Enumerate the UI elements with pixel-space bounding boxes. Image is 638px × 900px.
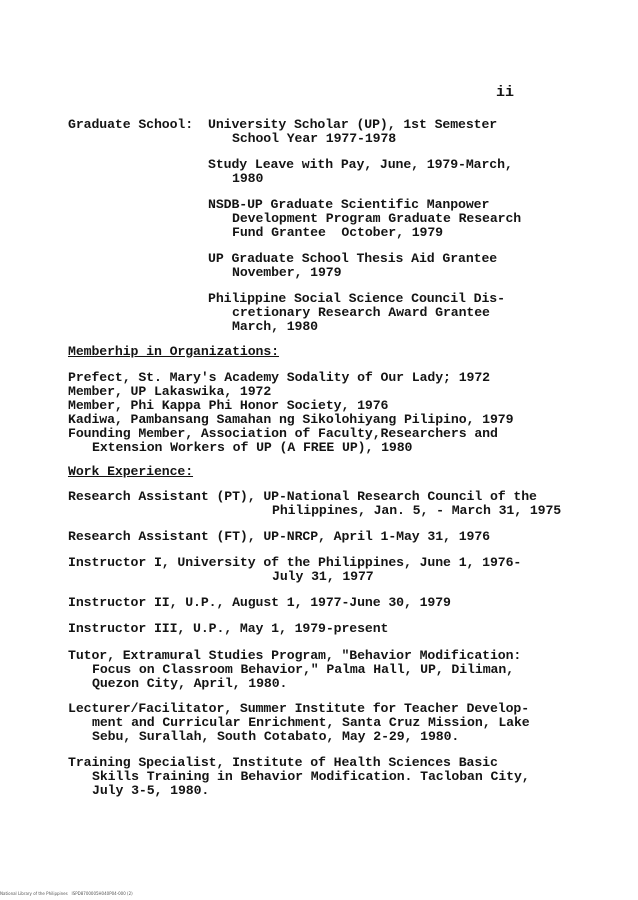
grad-entry-line: November, 1979 bbox=[232, 265, 342, 280]
membership-line: Kadiwa, Pambansang Samahan ng Sikolohiyang Pilipino, 1979 bbox=[68, 412, 514, 427]
grad-entry-line: UP Graduate School Thesis Aid Grantee bbox=[208, 251, 498, 266]
grad-entry-line: cretionary Research Award Grantee bbox=[232, 305, 490, 320]
grad-entry-line: Philippine Social Science Council Dis- bbox=[208, 291, 505, 306]
grad-entry-line: 1980 bbox=[232, 171, 264, 186]
work-item-line: July 31, 1977 bbox=[272, 569, 374, 584]
grad-entry-line: School Year 1977-1978 bbox=[232, 131, 397, 146]
work-item-line: Research Assistant (PT), UP-National Research Council of the bbox=[68, 489, 537, 504]
work-item-line: Quezon City, April, 1980. bbox=[92, 676, 288, 691]
work-item-line: ment and Curricular Enrichment, Santa Cruz Mission, Lake bbox=[92, 715, 530, 730]
work-item-line: Instructor III, U.P., May 1, 1979-present bbox=[68, 621, 389, 636]
membership-line: Extension Workers of UP (A FREE UP), 1980 bbox=[92, 440, 413, 455]
membership-heading: Memberhip in Organizations: bbox=[68, 344, 279, 359]
membership-line: Member, Phi Kappa Phi Honor Society, 1976 bbox=[68, 398, 389, 413]
grad-entry-line: Development Program Graduate Research bbox=[232, 211, 522, 226]
grad-entry-line: NSDB-UP Graduate Scientific Manpower bbox=[208, 197, 490, 212]
grad-entry-line: Study Leave with Pay, June, 1979-March, bbox=[208, 157, 513, 172]
library-footer: National Library of the Philippines ISPD8700005H040P04-000 (2) bbox=[0, 891, 133, 896]
grad-entry-line: Fund Grantee October, 1979 bbox=[232, 225, 443, 240]
page-number: ii bbox=[496, 84, 515, 101]
grad-entry-line: March, 1980 bbox=[232, 319, 318, 334]
work-item-line: Philippines, Jan. 5, - March 31, 1975 bbox=[272, 503, 562, 518]
work-item-line: Training Specialist, Institute of Health Sciences Basic bbox=[68, 755, 498, 770]
membership-line: Prefect, St. Mary's Academy Sodality of Our Lady; 1972 bbox=[68, 370, 490, 385]
work-item-line: Research Assistant (FT), UP-NRCP, April 1-May 31, 1976 bbox=[68, 529, 490, 544]
work-item-line: Instructor II, U.P., August 1, 1977-June 30, 1979 bbox=[68, 595, 451, 610]
membership-line: Member, UP Lakaswika, 1972 bbox=[68, 384, 272, 399]
work-heading: Work Experience: bbox=[68, 464, 194, 479]
work-item-line: Focus on Classroom Behavior," Palma Hall, UP, Diliman, bbox=[92, 662, 514, 677]
membership-line: Founding Member, Association of Faculty,Researchers and bbox=[68, 426, 498, 441]
work-item-line: Tutor, Extramural Studies Program, "Behavior Modification: bbox=[68, 648, 522, 663]
graduate-school-label: Graduate School: bbox=[68, 117, 194, 132]
grad-entry-line: University Scholar (UP), 1st Semester bbox=[208, 117, 498, 132]
work-item-line: Instructor I, University of the Philippines, June 1, 1976- bbox=[68, 555, 522, 570]
work-item-line: Lecturer/Facilitator, Summer Institute for Teacher Develop- bbox=[68, 701, 530, 716]
work-item-line: Sebu, Surallah, South Cotabato, May 2-29, 1980. bbox=[92, 729, 460, 744]
work-item-line: Skills Training in Behavior Modification. Tacloban City, bbox=[92, 769, 530, 784]
work-item-line: July 3-5, 1980. bbox=[92, 783, 210, 798]
